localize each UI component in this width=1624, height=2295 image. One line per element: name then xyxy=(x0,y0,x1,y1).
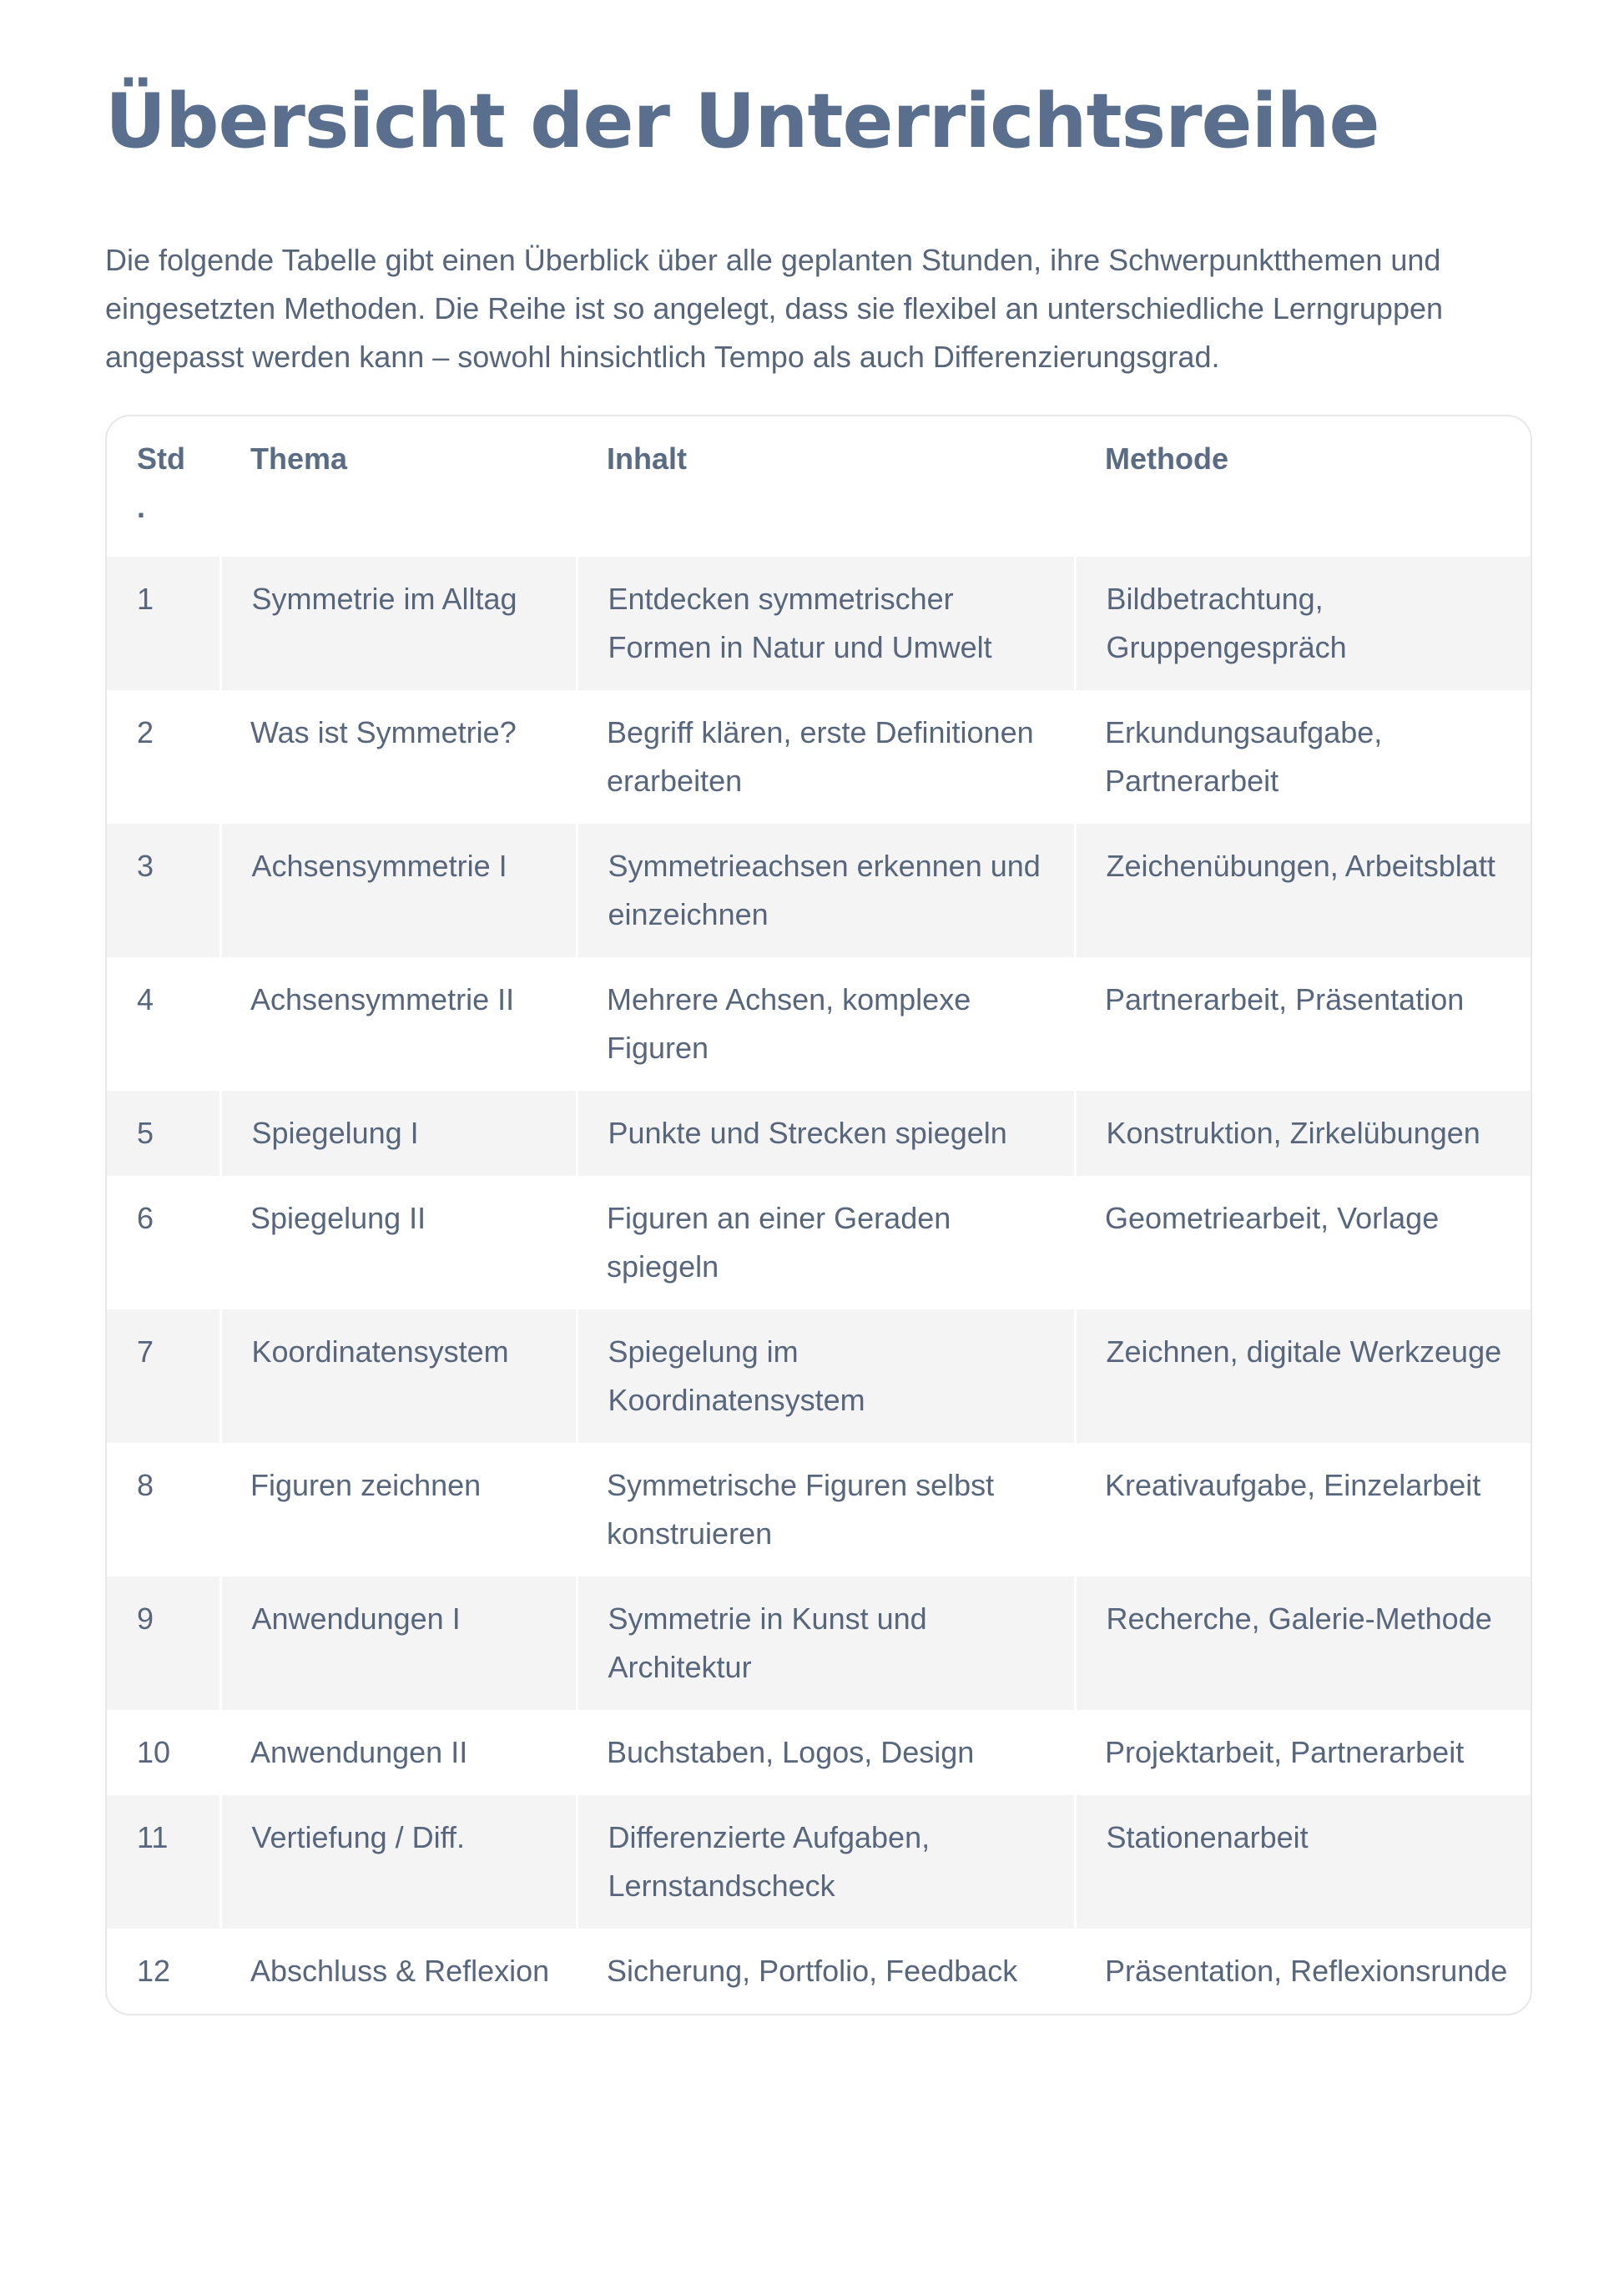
cell-thema: Vertiefung / Diff. xyxy=(220,1795,577,1929)
column-header-thema: Thema xyxy=(250,441,348,476)
intro-paragraph: Die folgende Tabelle gibt einen Überblick über alle geplanten Stunden, ihre Schwerpunktthemen und eingesetzten Methoden. Die Reihe ist so angelegt, dass sie flexibel an unterschiedliche Lerngruppen angepasst werden kann – sowohl hinsichtlich Tempo als auch Differenzierungsgrad. xyxy=(105,243,1444,374)
cell-std: 8 xyxy=(137,1468,154,1502)
table-row xyxy=(107,1795,1531,1929)
cell-thema: Symmetrie im Alltag xyxy=(220,557,577,690)
cell-std: 4 xyxy=(137,982,154,1016)
cell-thema: Achsensymmetrie I xyxy=(220,824,577,957)
cell-methode: Stationenarbeit xyxy=(1075,1795,1531,1929)
table-header-row xyxy=(107,416,1531,557)
cell-std: 2 xyxy=(137,715,154,749)
page-title: Übersicht der Unterrichtsreihe xyxy=(105,78,1379,165)
table-row xyxy=(107,1309,1531,1443)
cell-methode: Zeichnen, digitale Werkzeuge xyxy=(1075,1309,1531,1443)
column-header-std xyxy=(107,416,220,557)
table-row xyxy=(107,1929,1531,2014)
cell-inhalt: Mehrere Achsen, komplexe Figuren xyxy=(607,982,971,1065)
cell-std: 10 xyxy=(137,1735,171,1769)
cell-inhalt: Spiegelung im Koordinatensystem xyxy=(577,1309,1075,1443)
cell-inhalt: Begriff klären, erste Definitionen erarbeiten xyxy=(607,715,1034,798)
cell-methode: Projektarbeit, Partnerarbeit xyxy=(1105,1735,1465,1769)
cell-std: 1 xyxy=(107,557,220,690)
table-row xyxy=(107,1176,1531,1309)
table-row xyxy=(107,957,1531,1091)
cell-methode: Erkundungsaufgabe, Partnerarbeit xyxy=(1105,715,1383,798)
cell-thema: Abschluss & Reflexion xyxy=(250,1954,550,1988)
cell-methode: Konstruktion, Zirkelübungen xyxy=(1075,1091,1531,1176)
cell-std: 12 xyxy=(137,1954,171,1988)
cell-methode: Partnerarbeit, Präsentation xyxy=(1105,982,1465,1016)
cell-thema: Anwendungen II xyxy=(250,1735,468,1769)
cell-std: 5 xyxy=(107,1091,220,1176)
cell-inhalt: Buchstaben, Logos, Design xyxy=(607,1735,975,1769)
table-body xyxy=(107,557,1531,2014)
cell-std: 3 xyxy=(107,824,220,957)
cell-thema: Achsensymmetrie II xyxy=(250,982,515,1016)
cell-std: 7 xyxy=(107,1309,220,1443)
cell-thema: Koordinatensystem xyxy=(220,1309,577,1443)
cell-inhalt: Punkte und Strecken spiegeln xyxy=(577,1091,1075,1176)
cell-methode: Geometriearbeit, Vorlage xyxy=(1105,1201,1440,1235)
column-header-inhalt: Inhalt xyxy=(607,441,687,476)
table-row xyxy=(107,1576,1531,1710)
table-row xyxy=(107,1091,1531,1176)
cell-inhalt: Symmetrieachsen erkennen und einzeichnen xyxy=(577,824,1075,957)
cell-methode: Zeichenübungen, Arbeitsblatt xyxy=(1075,824,1531,957)
cell-inhalt: Symmetrie in Kunst und Architektur xyxy=(577,1576,1075,1710)
cell-inhalt: Entdecken symmetrischer Formen in Natur und Umwelt xyxy=(577,557,1075,690)
table-row xyxy=(107,690,1531,824)
cell-thema: Spiegelung I xyxy=(220,1091,577,1176)
table-row xyxy=(107,824,1531,957)
column-header-methode: Methode xyxy=(1105,441,1228,476)
cell-methode: Präsentation, Reflexionsrunde xyxy=(1105,1954,1508,1988)
cell-thema: Was ist Symmetrie? xyxy=(250,715,517,749)
cell-methode: Recherche, Galerie-Methode xyxy=(1075,1576,1531,1710)
cell-inhalt: Sicherung, Portfolio, Feedback xyxy=(607,1954,1018,1988)
lesson-overview-table-container xyxy=(105,415,1532,2015)
table-row xyxy=(107,557,1531,690)
cell-inhalt: Figuren an einer Geraden spiegeln xyxy=(607,1201,951,1284)
column-header-std-label: Std. xyxy=(137,441,185,524)
cell-std: 11 xyxy=(107,1795,220,1929)
cell-std: 9 xyxy=(107,1576,220,1710)
cell-inhalt: Symmetrische Figuren selbst konstruieren xyxy=(607,1468,995,1551)
lesson-overview-table xyxy=(107,416,1531,2014)
table-row xyxy=(107,1443,1531,1576)
table-header xyxy=(107,416,1531,557)
cell-thema: Anwendungen I xyxy=(220,1576,577,1710)
cell-inhalt: Differenzierte Aufgaben, Lernstandscheck xyxy=(577,1795,1075,1929)
table-row xyxy=(107,1710,1531,1795)
cell-thema: Spiegelung II xyxy=(250,1201,426,1235)
cell-methode: Bildbetrachtung, Gruppengespräch xyxy=(1075,557,1531,690)
cell-thema: Figuren zeichnen xyxy=(250,1468,482,1502)
cell-std: 6 xyxy=(137,1201,154,1235)
cell-methode: Kreativaufgabe, Einzelarbeit xyxy=(1105,1468,1481,1502)
